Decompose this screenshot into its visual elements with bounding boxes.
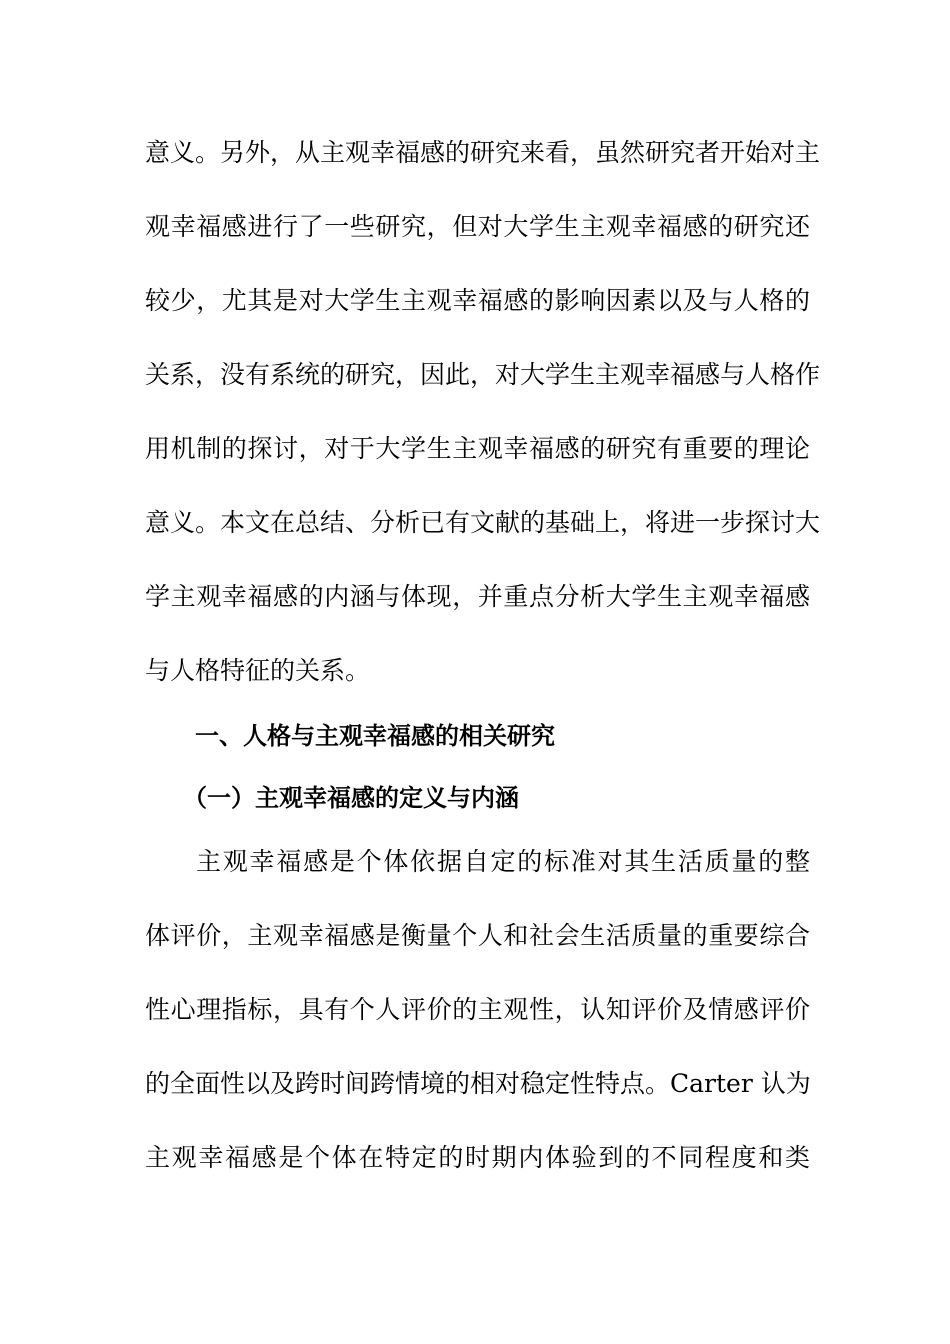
paragraph-line: 意义。另外，从主观幸福感的研究来看，虽然研究者开始对主	[145, 138, 821, 167]
paragraph-line: 用机制的探讨，对于大学生主观幸福感的研究有重要的理论	[145, 434, 810, 463]
paragraph-line: 意义。本文在总结、分析已有文献的基础上，将进一步探讨大	[145, 508, 821, 537]
paragraph-line: 学主观幸福感的内涵与体现，并重点分析大学生主观幸福感	[145, 582, 810, 611]
paragraph-line: 较少，尤其是对大学生主观幸福感的影响因素以及与人格的	[145, 286, 810, 315]
paragraph-line: 的全面性以及跨时间跨情境的相对稳定性特点。Carter 认为	[145, 1069, 811, 1098]
section-heading: 一、人格与主观幸福感的相关研究	[195, 722, 555, 750]
paragraph-line: 与人格特征的关系。	[145, 656, 371, 685]
paragraph-line: 关系，没有系统的研究，因此，对大学生主观幸福感与人格作	[145, 360, 821, 389]
paragraph-line: 观幸福感进行了一些研究，但对大学生主观幸福感的研究还	[145, 212, 810, 241]
paragraph-line: 体评价，主观幸福感是衡量个人和社会生活质量的重要综合	[145, 921, 810, 950]
subsection-heading: （一）主观幸福感的定义与内涵	[183, 784, 519, 812]
paragraph-line: 性心理指标，具有个人评价的主观性，认知评价及情感评价	[145, 995, 810, 1024]
paragraph-line: 主观幸福感是个体依据自定的标准对其生活质量的整	[196, 847, 810, 876]
paragraph-line: 主观幸福感是个体在特定的时期内体验到的不同程度和类	[145, 1143, 810, 1172]
